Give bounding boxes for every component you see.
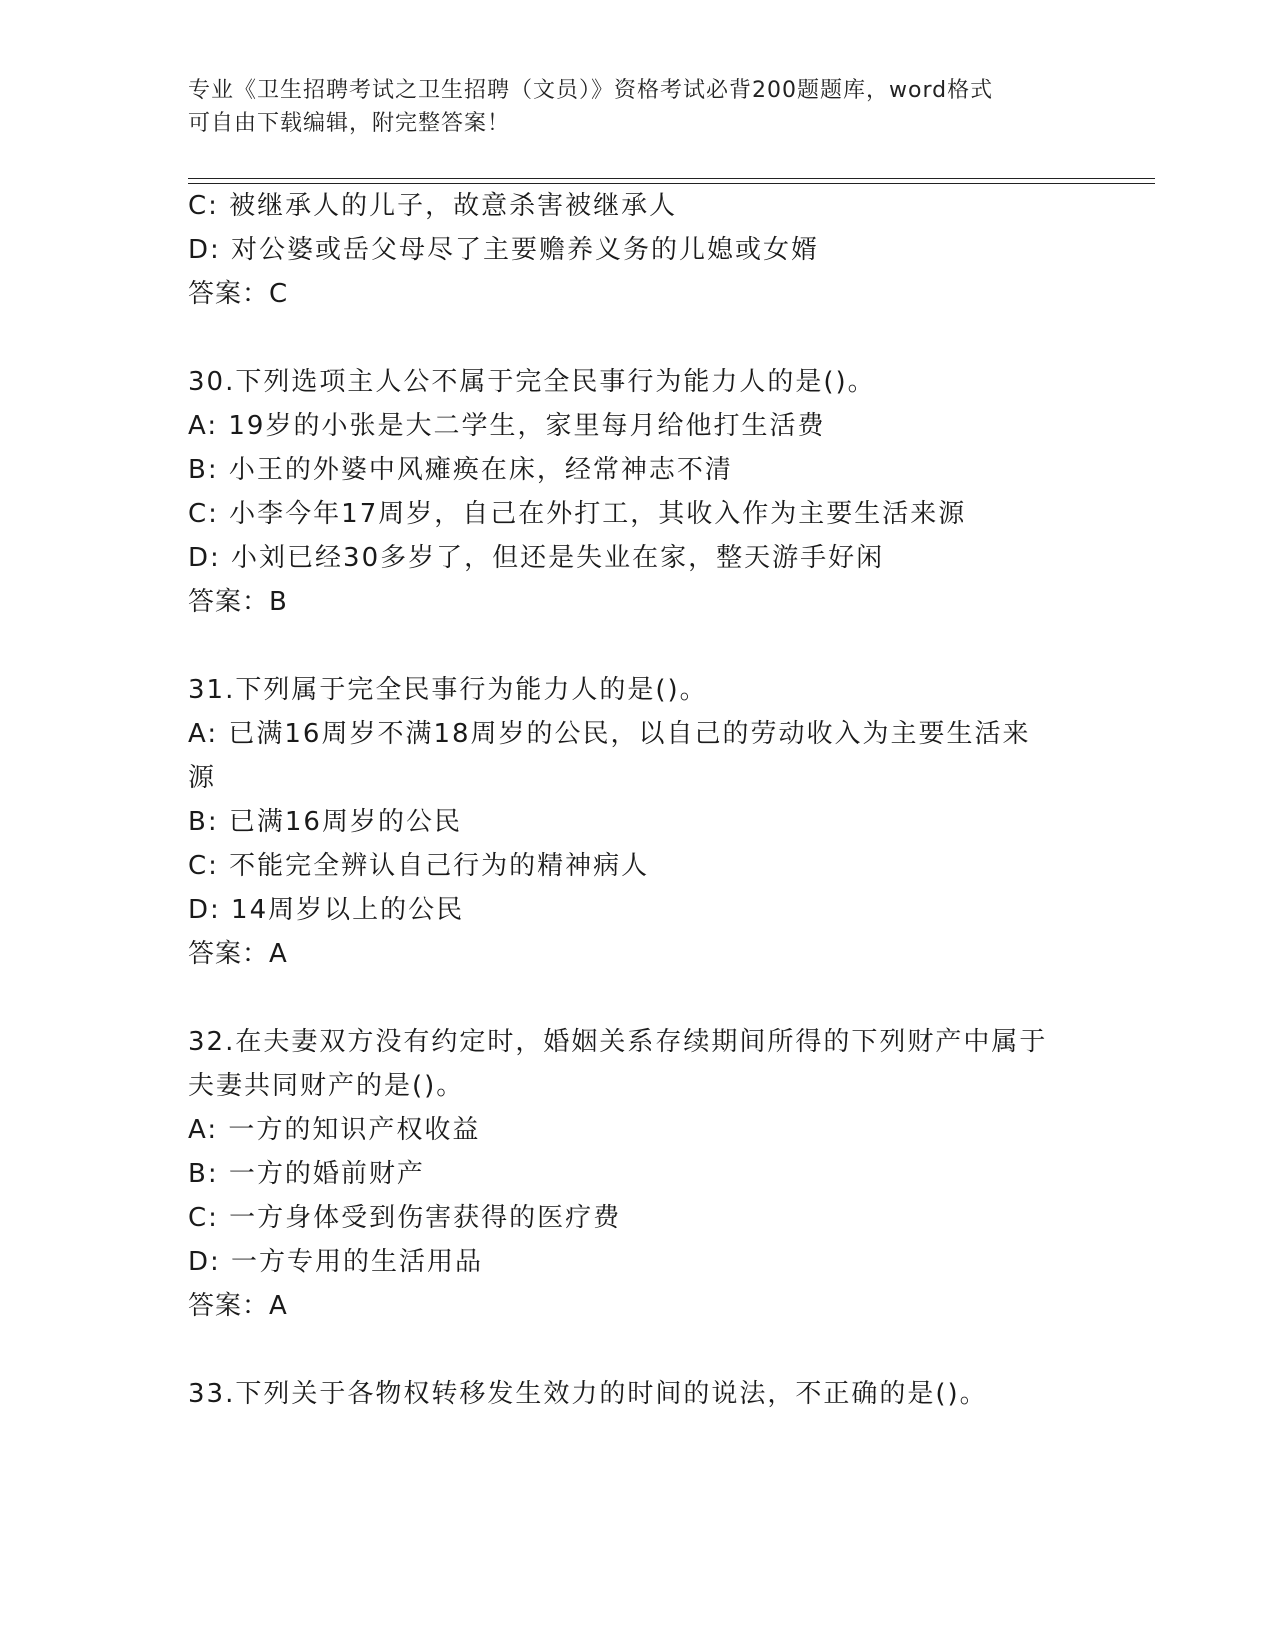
q30-option-c: C: 小李今年17周岁，自己在外打工，其收入作为主要生活来源 <box>188 499 967 529</box>
q32-option-b: B: 一方的婚前财产 <box>188 1159 425 1189</box>
q31-option-d: D: 14周岁以上的公民 <box>188 895 465 925</box>
q31-option-c: C: 不能完全辨认自己行为的精神病人 <box>188 851 650 881</box>
q31-stem: 31.下列属于完全民事行为能力人的是()。 <box>188 675 708 705</box>
header-divider-bottom <box>188 183 1155 184</box>
header-divider-top <box>188 178 1155 179</box>
q32-stem-line2: 夫妻共同财产的是()。 <box>188 1071 465 1101</box>
q33-stem: 33.下列关于各物权转移发生效力的时间的说法，不正确的是()。 <box>188 1379 988 1409</box>
document-header <box>188 74 1088 140</box>
prev-option-c: C: 被继承人的儿子，故意杀害被继承人 <box>188 191 678 221</box>
header-line-1: 专业《卫生招聘考试之卫生招聘（文员）》资格考试必背200题题库，word格式 <box>188 78 994 103</box>
q32-option-a: A: 一方的知识产权收益 <box>188 1115 481 1145</box>
q30-option-b: B: 小王的外婆中风瘫痪在床，经常神志不清 <box>188 455 733 485</box>
q31-answer: 答案：A <box>188 939 288 969</box>
q31-option-a-line1: A: 已满16周岁不满18周岁的公民，以自己的劳动收入为主要生活来 <box>188 719 1031 749</box>
prev-answer: 答案：C <box>188 279 289 309</box>
q32-stem-line1: 32.在夫妻双方没有约定时，婚姻关系存续期间所得的下列财产中属于 <box>188 1027 1048 1057</box>
q32-option-c: C: 一方身体受到伤害获得的医疗费 <box>188 1203 622 1233</box>
q30-stem: 30.下列选项主人公不属于完全民事行为能力人的是()。 <box>188 367 876 397</box>
q32-option-d: D: 一方专用的生活用品 <box>188 1247 484 1277</box>
header-line-2: 可自由下载编辑，附完整答案！ <box>188 111 511 136</box>
prev-option-d: D: 对公婆或岳父母尽了主要赡养义务的儿媳或女婿 <box>188 235 820 265</box>
q30-option-a: A: 19岁的小张是大二学生，家里每月给他打生活费 <box>188 411 826 441</box>
q32-answer: 答案：A <box>188 1291 288 1321</box>
q31-option-b: B: 已满16周岁的公民 <box>188 807 462 837</box>
q30-option-d: D: 小刘已经30多岁了，但还是失业在家，整天游手好闲 <box>188 543 885 573</box>
q30-answer: 答案：B <box>188 587 288 617</box>
q31-option-a-line2: 源 <box>188 763 217 793</box>
